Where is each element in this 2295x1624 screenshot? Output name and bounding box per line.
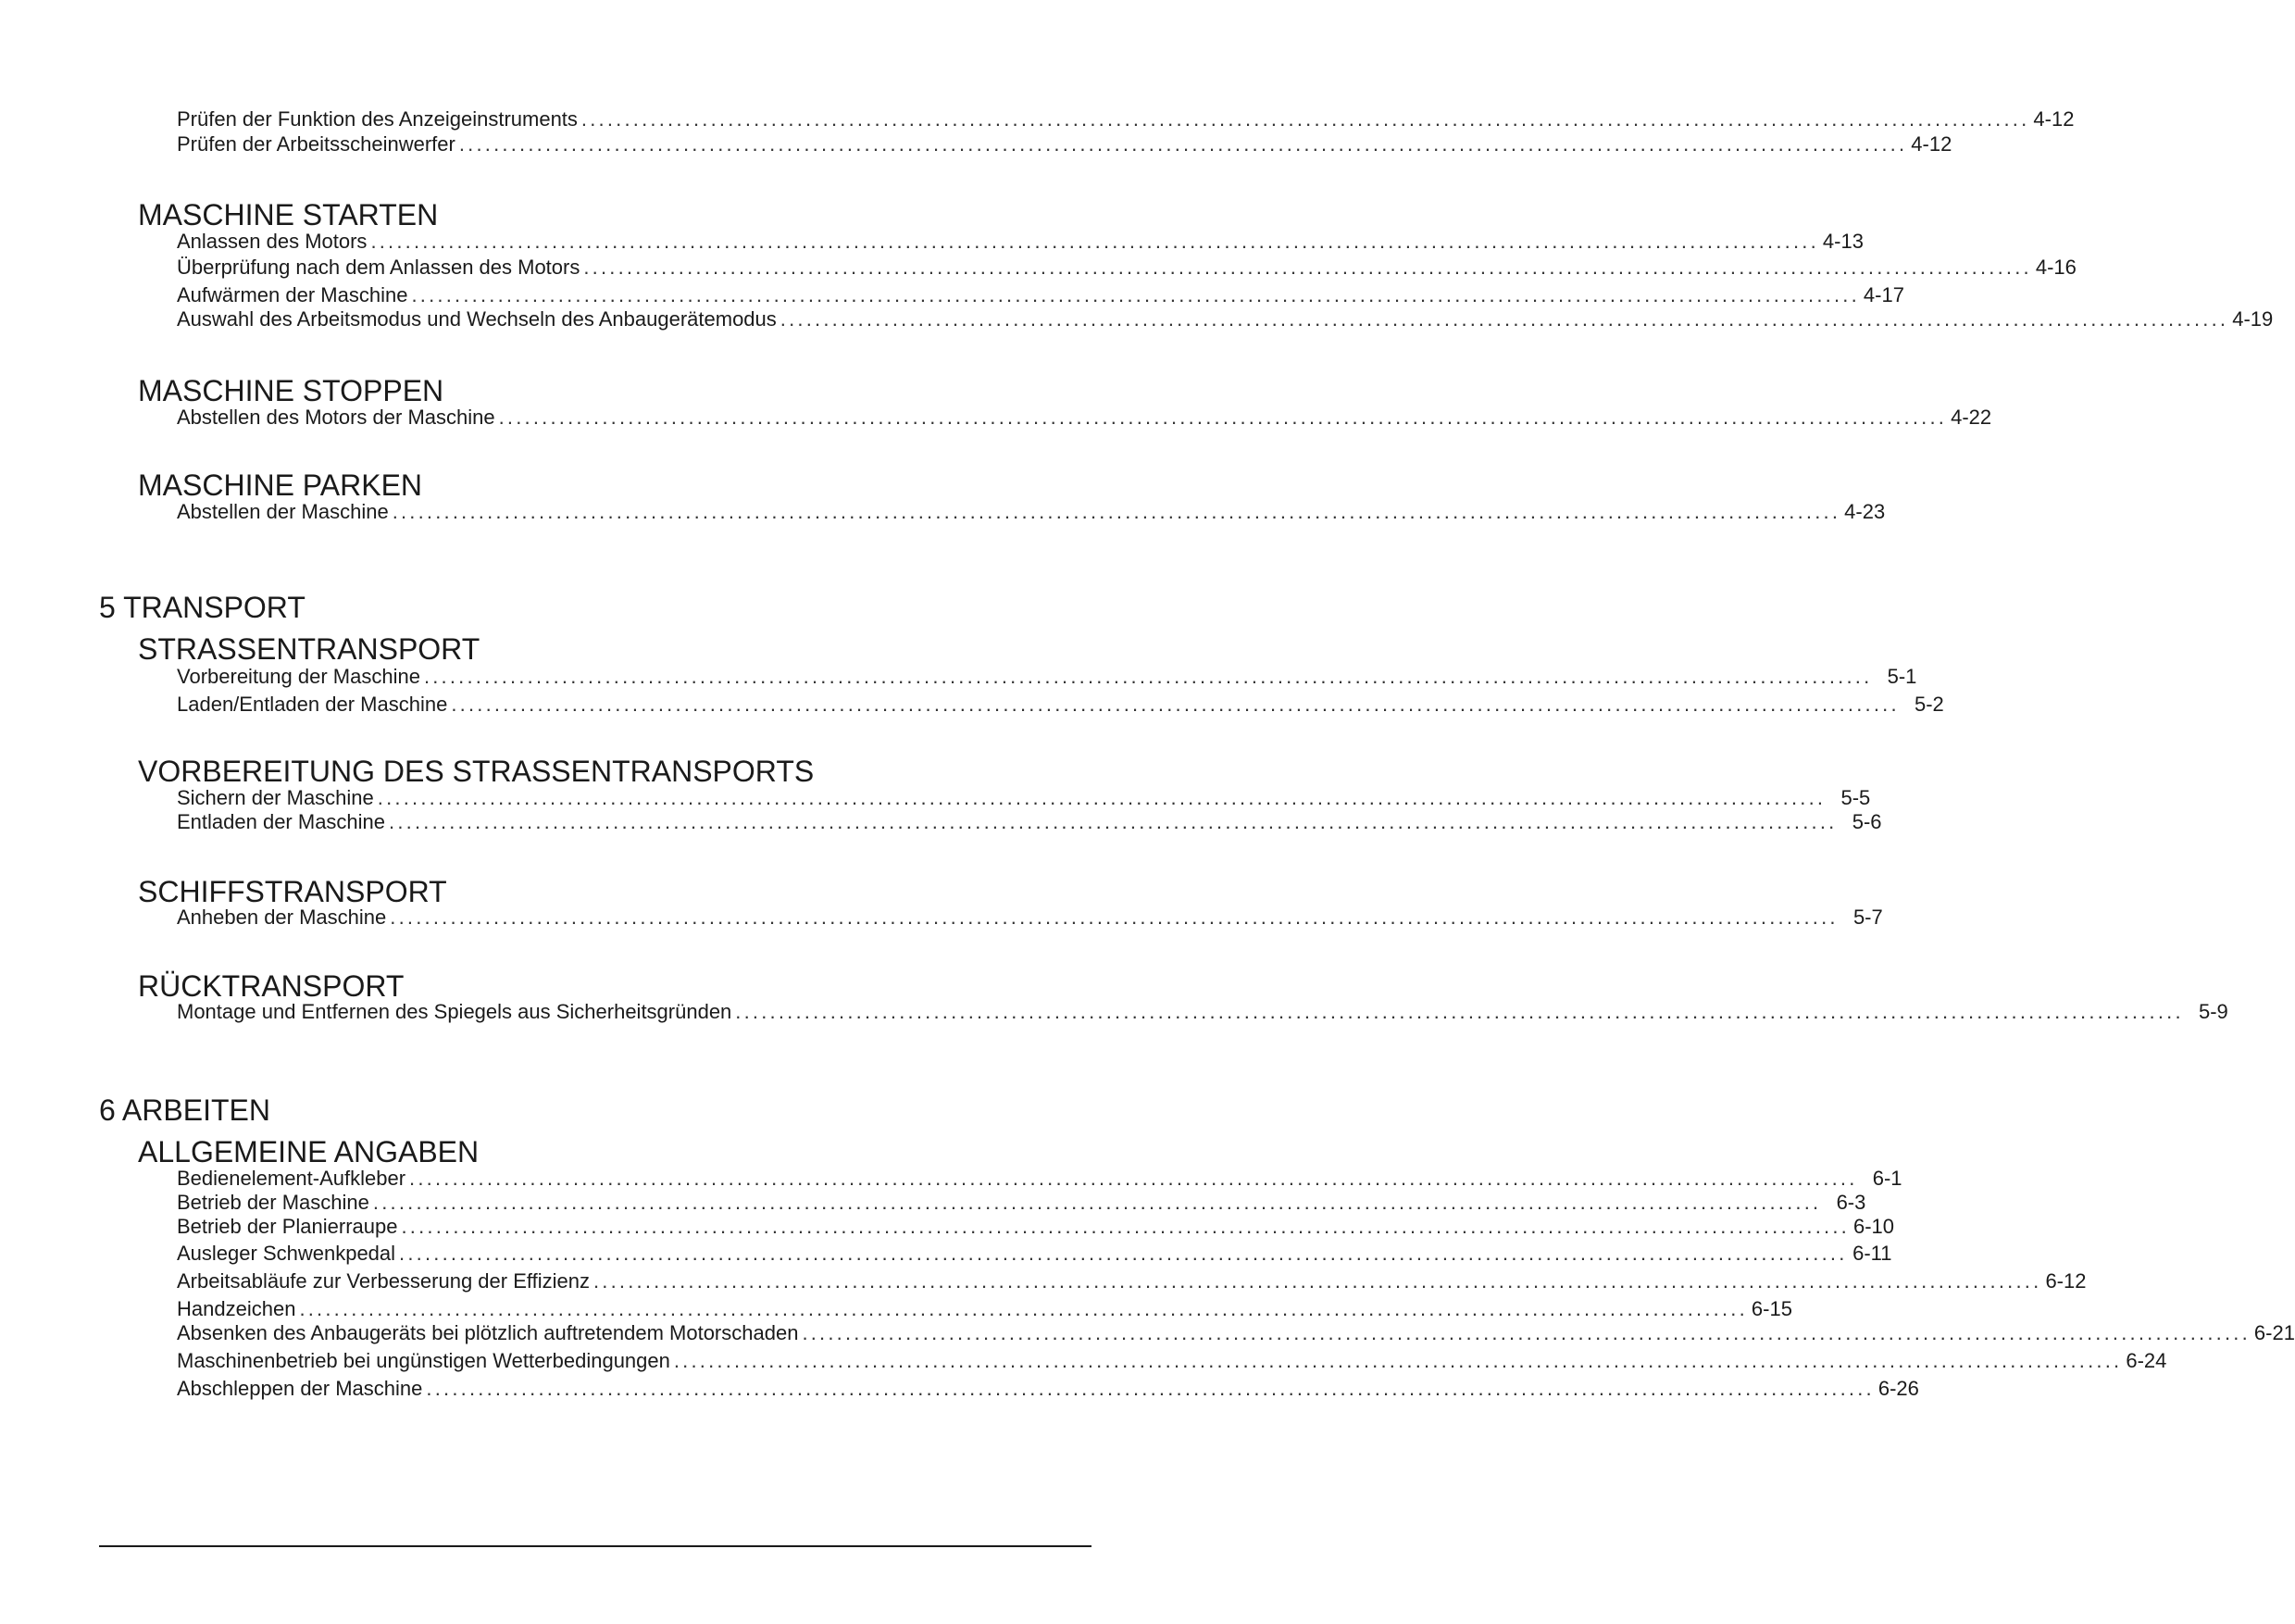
toc-entry-page: 6-24 xyxy=(2126,1349,2167,1372)
leader-dots: ........................................................................................................................................................................ xyxy=(580,107,2030,131)
leader-dots: ........................................................................................................................................................................ xyxy=(802,1321,2251,1344)
toc-entry-page: 4-19 xyxy=(2232,307,2274,331)
toc-entry-title: Bedienelement-Aufkleber xyxy=(177,1167,406,1190)
toc-entry-page: 5-7 xyxy=(1852,906,1883,929)
toc-entry[interactable] xyxy=(177,665,1917,689)
toc-entry-page: 5-1 xyxy=(1887,665,1917,688)
toc-entry[interactable] xyxy=(177,1321,2295,1345)
footer-rule xyxy=(99,1545,1091,1547)
toc-entry[interactable] xyxy=(177,1000,2228,1024)
toc-entry-title: Abstellen der Maschine xyxy=(177,500,389,523)
section-heading: MASCHINE PARKEN xyxy=(138,468,423,502)
toc-entry-page: 4-12 xyxy=(1911,132,1952,156)
leader-dots: ........................................................................................................................................................................ xyxy=(426,1377,1875,1400)
toc-entry-title: Montage und Entfernen des Spiegels aus Sicherheitsgründen xyxy=(177,1000,732,1023)
chapter-heading: 5 TRANSPORT xyxy=(99,591,306,624)
toc-entry-page: 5-6 xyxy=(1852,810,1882,833)
toc-entry[interactable] xyxy=(177,786,1871,810)
toc-entry-title: Auswahl des Arbeitsmodus und Wechseln des Anbaugerätemodus xyxy=(177,307,777,331)
toc-entry-title: Überprüfung nach dem Anlassen des Motors xyxy=(177,256,580,279)
toc-entry[interactable] xyxy=(177,500,1886,524)
toc-entry[interactable] xyxy=(177,1377,1919,1401)
toc-entry-title: Betrieb der Planierraupe xyxy=(177,1215,398,1238)
leader-dots: ........................................................................................................................................................................ xyxy=(411,283,1860,306)
leader-dots: ........................................................................................................................................................................ xyxy=(299,1297,1748,1320)
toc-entry-page: 6-3 xyxy=(1836,1191,1866,1214)
toc-entry[interactable] xyxy=(177,1191,1866,1215)
toc-entry-title: Abstellen des Motors der Maschine xyxy=(177,406,495,429)
toc-entry-title: Arbeitsabläufe zur Verbesserung der Effizienz xyxy=(177,1269,590,1293)
toc-entry-page: 6-11 xyxy=(1852,1242,1892,1265)
toc-entry-title: Vorbereitung der Maschine xyxy=(177,665,420,688)
toc-entry-title: Prüfen der Funktion des Anzeigeinstruments xyxy=(177,107,578,131)
toc-entry-title: Anlassen des Motors xyxy=(177,230,368,253)
toc-entry-title: Sichern der Maschine xyxy=(177,786,374,809)
leader-dots: ........................................................................................................................................................................ xyxy=(592,1269,2042,1293)
leader-dots: ........................................................................................................................................................................ xyxy=(401,1215,1850,1238)
toc-entry[interactable] xyxy=(177,132,1952,156)
toc-entry-page: 4-17 xyxy=(1863,283,1904,306)
leader-dots: ........................................................................................................................................................................ xyxy=(458,132,1908,156)
section-heading: MASCHINE STOPPEN xyxy=(138,374,444,407)
leader-dots: ........................................................................................................................................................................ xyxy=(498,406,1948,429)
toc-entry-title: Anheben der Maschine xyxy=(177,906,387,929)
toc-entry-title: Ausleger Schwenkpedal xyxy=(177,1242,396,1265)
section-heading: VORBEREITUNG DES STRASSENTRANSPORTS xyxy=(138,755,815,788)
chapter-heading: 6 ARBEITEN xyxy=(99,1093,270,1127)
toc-entry[interactable] xyxy=(177,906,1883,930)
toc-entry-page: 4-22 xyxy=(1951,406,1992,429)
toc-entry-page: 4-13 xyxy=(1822,230,1864,253)
toc-entry-title: Maschinenbetrieb bei ungünstigen Wetterbedingungen xyxy=(177,1349,670,1372)
toc-entry[interactable] xyxy=(177,1215,1894,1239)
toc-entry-page: 6-12 xyxy=(2045,1269,2087,1293)
toc-entry-page: 5-5 xyxy=(1840,786,1871,809)
toc-entry-title: Laden/Entladen der Maschine xyxy=(177,693,448,716)
toc-entry-title: Aufwärmen der Maschine xyxy=(177,283,408,306)
toc-entry[interactable] xyxy=(177,1242,1892,1266)
leader-dots: ........................................................................................................................................................................ xyxy=(583,256,2032,279)
toc-entry[interactable] xyxy=(177,1297,1792,1321)
toc-entry[interactable] xyxy=(177,283,1904,307)
toc-entry-page: 4-12 xyxy=(2033,107,2075,131)
leader-dots: ........................................................................................................................................................................ xyxy=(389,810,1838,833)
toc-entry[interactable] xyxy=(177,693,1944,717)
toc-entry-title: Prüfen der Arbeitsscheinwerfer xyxy=(177,132,455,156)
toc-entry-page: 6-26 xyxy=(1877,1377,1919,1400)
toc-entry-page: 6-21 xyxy=(2253,1321,2295,1344)
toc-entry-page: 6-10 xyxy=(1852,1215,1894,1238)
toc-entry[interactable] xyxy=(177,107,2075,131)
toc-entry-title: Entladen der Maschine xyxy=(177,810,386,833)
toc-entry-page: 6-1 xyxy=(1872,1167,1902,1190)
leader-dots: ........................................................................................................................................................................ xyxy=(423,665,1873,688)
leader-dots: ........................................................................................................................................................................ xyxy=(673,1349,2123,1372)
toc-entry[interactable] xyxy=(177,810,1882,834)
toc-entry-page: 5-2 xyxy=(1915,693,1944,716)
leader-dots: ........................................................................................................................................................................ xyxy=(370,230,1819,253)
section-heading: SCHIFFSTRANSPORT xyxy=(138,875,447,908)
toc-entry-page: 4-16 xyxy=(2035,256,2077,279)
section-heading: ALLGEMEINE ANGABEN xyxy=(138,1135,480,1168)
toc-entry[interactable] xyxy=(177,230,1864,254)
section-heading: MASCHINE STARTEN xyxy=(138,198,439,231)
toc-entry[interactable] xyxy=(177,1269,2087,1293)
section-heading: RÜCKTRANSPORT xyxy=(138,969,405,1003)
toc-entry[interactable] xyxy=(177,406,1992,430)
toc-entry-page: 4-23 xyxy=(1844,500,1886,523)
leader-dots: ........................................................................................................................................................................ xyxy=(377,786,1827,809)
leader-dots: ........................................................................................................................................................................ xyxy=(780,307,2229,331)
leader-dots: ........................................................................................................................................................................ xyxy=(372,1191,1822,1214)
leader-dots: ........................................................................................................................................................................ xyxy=(409,1167,1858,1190)
leader-dots: ........................................................................................................................................................................ xyxy=(399,1242,1848,1265)
toc-entry-title: Absenken des Anbaugeräts bei plötzlich auftretendem Motorschaden xyxy=(177,1321,799,1344)
leader-dots: ........................................................................................................................................................................ xyxy=(392,500,1841,523)
toc-entry-title: Betrieb der Maschine xyxy=(177,1191,369,1214)
toc-entry[interactable] xyxy=(177,256,2077,280)
toc-entry[interactable] xyxy=(177,1349,2167,1373)
toc-entry-page: 5-9 xyxy=(2198,1000,2228,1023)
toc-entry[interactable] xyxy=(177,1167,1902,1191)
toc-entry-title: Abschleppen der Maschine xyxy=(177,1377,423,1400)
toc-entry-title: Handzeichen xyxy=(177,1297,296,1320)
leader-dots: ........................................................................................................................................................................ xyxy=(735,1000,2184,1023)
section-heading: STRASSENTRANSPORT xyxy=(138,632,480,666)
leader-dots: ........................................................................................................................................................................ xyxy=(390,906,1839,929)
toc-entry[interactable] xyxy=(177,307,2274,331)
toc-entry-page: 6-15 xyxy=(1751,1297,1792,1320)
leader-dots: ........................................................................................................................................................................ xyxy=(451,693,1900,716)
